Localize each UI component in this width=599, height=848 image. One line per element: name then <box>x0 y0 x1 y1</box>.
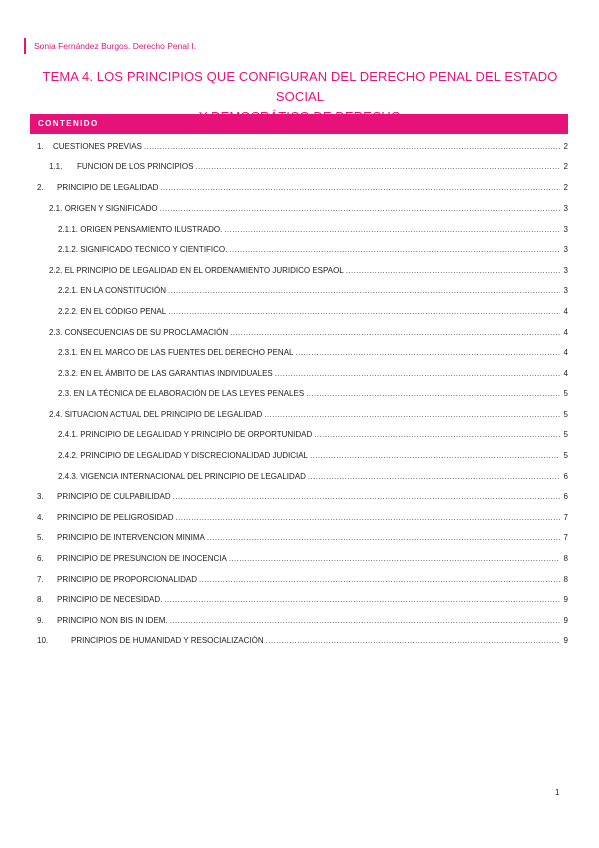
toc-entry[interactable] <box>49 409 568 420</box>
toc-dot-leader <box>207 532 560 543</box>
toc-entry-number: 7. <box>37 575 44 584</box>
toc-entry-page: 6 <box>563 472 568 481</box>
toc-dot-leader <box>295 347 560 358</box>
toc-dot-leader <box>175 512 560 523</box>
toc-dot-leader <box>264 409 560 420</box>
toc-entry-number: 8. <box>37 595 44 604</box>
toc-entry-number: 2. <box>37 183 44 192</box>
toc-entry[interactable] <box>58 388 568 399</box>
toc-entry-page: 4 <box>563 348 568 357</box>
toc-entry-label: 2.3. EN LA TÉCNICA DE ELABORACIÓN DE LAS LEYES PENALES <box>58 389 305 398</box>
toc-entry-label: 2.3.2. EN EL ÁMBITO DE LAS GARANTIAS INDIVIDUALES <box>58 369 273 378</box>
toc-entry-page: 3 <box>563 225 568 234</box>
toc-entry[interactable] <box>37 615 568 626</box>
toc-entry-label: PRINCIPIO DE LEGALIDAD <box>57 183 159 192</box>
toc-dot-leader <box>306 388 560 399</box>
toc-entry-page: 9 <box>563 595 568 604</box>
toc-dot-leader <box>168 306 560 317</box>
toc-dot-leader <box>195 161 560 172</box>
toc-entry-label: PRINCIPIO DE NECESIDAD. <box>57 595 163 604</box>
toc-entry-number: 10. <box>37 636 49 645</box>
toc-entry-page: 3 <box>563 204 568 213</box>
toc-entry-page: 7 <box>563 533 568 542</box>
toc-dot-leader <box>164 594 560 605</box>
toc-entry-label: 2.2.2. EN EL CÓDIGO PENAL <box>58 307 167 316</box>
toc-entry[interactable] <box>37 532 568 543</box>
toc-entry[interactable] <box>58 285 568 296</box>
toc-entry-page: 5 <box>563 451 568 460</box>
toc-entry-label: 2.4.1. PRINCIPIO DE LEGALIDAD Y PRINCIPÌO DE ORPORTUNIDAD <box>58 430 313 439</box>
toc-dot-leader <box>266 635 560 646</box>
toc-entry-label: 2.4.3. VIGENCIA INTERNACIONAL DEL PRINCIPIO DE LEGALIDAD <box>58 472 306 481</box>
toc-entry-label: 2.1.1. ORIGEN PENSAMIENTO ILUSTRADO. <box>58 225 223 234</box>
toc-entry[interactable] <box>37 182 568 193</box>
toc-dot-leader <box>229 553 560 564</box>
toc-entry-label: 2.3.1. EN EL MARCO DE LAS FUENTES DEL DERECHO PENAL <box>58 348 294 357</box>
toc-entry[interactable] <box>37 594 568 605</box>
toc-entry[interactable] <box>37 635 568 646</box>
toc-entry[interactable] <box>58 429 568 440</box>
toc-entry[interactable] <box>58 347 568 358</box>
toc-entry-label: PRINCIPIO DE PELIGROSIDAD <box>57 513 174 522</box>
toc-dot-leader <box>310 450 560 461</box>
toc-dot-leader <box>170 615 560 626</box>
toc-entry[interactable] <box>49 203 568 214</box>
toc-entry[interactable] <box>58 368 568 379</box>
toc-entry[interactable] <box>58 306 568 317</box>
toc-entry-page: 9 <box>563 636 568 645</box>
toc-dot-leader <box>173 491 560 502</box>
toc-entry-label: 2.1.2. SIGNIFICADO TECNICO Y CIENTIFICO. <box>58 245 228 254</box>
toc-dot-leader <box>275 368 560 379</box>
toc-entry[interactable] <box>49 161 568 172</box>
toc-dot-leader <box>160 203 560 214</box>
toc-entry-page: 8 <box>563 554 568 563</box>
toc-entry-page: 4 <box>563 328 568 337</box>
toc-entry-page: 6 <box>563 492 568 501</box>
toc-entry-label: 2.2. EL PRINCIPIO DE LEGALIDAD EN EL ORDENAMIENTO JURIDICO ESPAOL <box>49 266 344 275</box>
toc-entry[interactable] <box>37 491 568 502</box>
toc-dot-leader <box>144 141 560 152</box>
toc-entry-label: 2.1. ORIGEN Y SIGNIFICADO <box>49 204 158 213</box>
toc-entry[interactable] <box>58 450 568 461</box>
toc-entry-page: 2 <box>563 183 568 192</box>
page-number: 1 <box>555 788 560 797</box>
toc-entry-number: 1.1. <box>49 162 63 171</box>
toc-entry-label: FUNCION DE LOS PRINCIPIOS <box>77 162 194 171</box>
toc-entry[interactable] <box>58 244 568 255</box>
toc-dot-leader <box>199 574 560 585</box>
toc-dot-leader <box>308 471 560 482</box>
toc-entry-page: 9 <box>563 616 568 625</box>
document-title-line-1: TEMA 4. LOS PRINCIPIOS QUE CONFIGURAN DEL DERECHO PENAL DEL ESTADO SOCIAL <box>42 69 558 104</box>
toc-entry-number: 6. <box>37 554 44 563</box>
toc-entry-label: 2.4. SITUACION ACTUAL DEL PRINCIPIO DE LEGALIDAD <box>49 410 263 419</box>
running-header: Sonia Fernández Burgos. Derecho Penal I. <box>24 38 196 54</box>
contents-heading-bar: CONTENIDO <box>30 114 568 134</box>
toc-entry-label: PRINCIPIO DE CULPABILIDAD <box>57 492 171 501</box>
toc-entry-label: 2.2.1. EN LA CONSTITUCIÓN <box>58 286 167 295</box>
toc-dot-leader <box>314 429 560 440</box>
toc-entry-label: PRINCIPIO DE INTERVENCION MINIMA <box>57 533 205 542</box>
toc-dot-leader <box>160 182 560 193</box>
toc-entry-label: PRINCIPIO DE PRESUNCION DE INOCENCIA <box>57 554 227 563</box>
toc-dot-leader <box>230 327 560 338</box>
toc-dot-leader <box>346 265 560 276</box>
toc-entry-page: 3 <box>563 286 568 295</box>
toc-entry-page: 5 <box>563 430 568 439</box>
toc-entry[interactable] <box>49 265 568 276</box>
toc-entry-page: 2 <box>563 142 568 151</box>
toc-entry-page: 3 <box>563 266 568 275</box>
toc-entry-number: 3. <box>37 492 44 501</box>
toc-entry-page: 8 <box>563 575 568 584</box>
toc-entry-number: 5. <box>37 533 44 542</box>
toc-entry[interactable] <box>37 553 568 564</box>
toc-entry-label: PRINCIPIO DE PROPORCIONALIDAD <box>57 575 198 584</box>
toc-dot-leader <box>224 224 560 235</box>
toc-entry-page: 5 <box>563 410 568 419</box>
toc-dot-leader <box>229 244 560 255</box>
toc-entry-label: 2.3. CONSECUENCIAS DE SU PROCLAMACIÓN <box>49 328 229 337</box>
toc-entry-label: CUESTIONES PREVIAS <box>53 142 142 151</box>
toc-entry-number: 4. <box>37 513 44 522</box>
toc-entry[interactable] <box>58 471 568 482</box>
toc-entry-number: 9. <box>37 616 44 625</box>
toc-entry[interactable] <box>37 512 568 523</box>
toc-entry-page: 2 <box>563 162 568 171</box>
toc-entry-label: PRINCIPIO NON BIS IN IDEM. <box>57 616 168 625</box>
toc-entry-label: 2.4.2. PRINCIPIO DE LEGALIDAD Y DISCRECIONALIDAD JUDICIAL <box>58 451 308 460</box>
toc-entry[interactable] <box>58 224 568 235</box>
toc-entry[interactable] <box>49 327 568 338</box>
toc-entry-page: 5 <box>563 389 568 398</box>
toc-entry[interactable] <box>37 574 568 585</box>
toc-dot-leader <box>168 285 560 296</box>
toc-entry-page: 4 <box>563 369 568 378</box>
toc-entry-page: 4 <box>563 307 568 316</box>
toc-entry-label: PRINCIPIOS DE HUMANIDAD Y RESOCIALIZACIÓN <box>71 636 264 645</box>
toc-entry[interactable] <box>37 141 568 152</box>
toc-entry-page: 7 <box>563 513 568 522</box>
toc-entry-number: 1. <box>37 142 44 151</box>
toc-entry-page: 3 <box>563 245 568 254</box>
